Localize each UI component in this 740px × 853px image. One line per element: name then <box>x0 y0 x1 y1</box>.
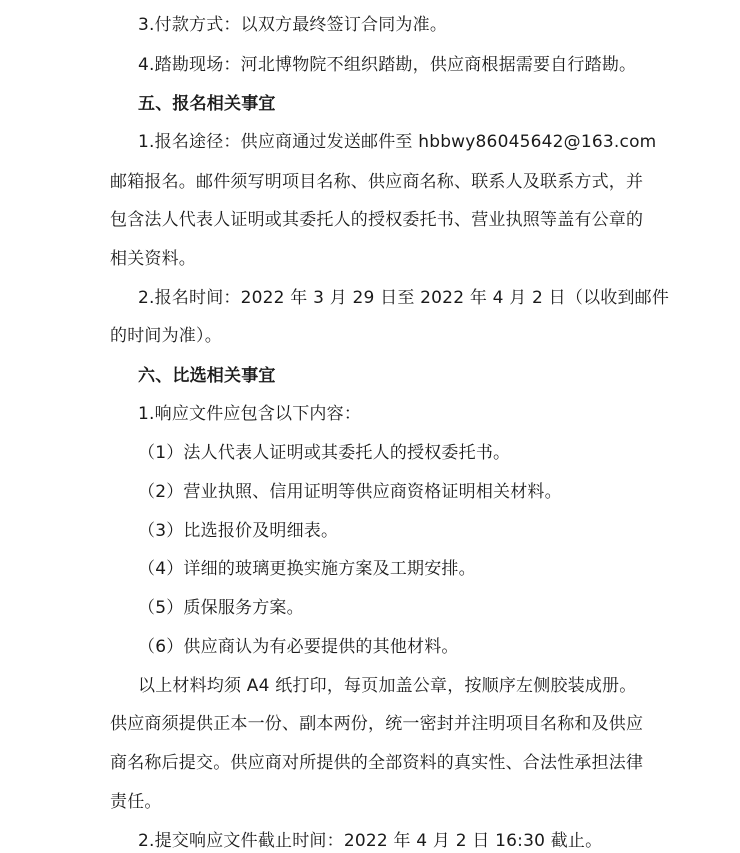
paragraph-submission-deadline: 2.提交响应文件截止时间：2022 年 4 月 2 日 16:30 截止。 <box>138 831 603 851</box>
list-item-4: （4）详细的玻璃更换实施方案及工期安排。 <box>138 559 476 579</box>
paragraph-registration-method: 1.报名途径：供应商通过发送邮件至 hbbwy86045642@163.com <box>138 132 657 152</box>
paragraph-site-survey: 4.踏勘现场：河北博物院不组织踏勘，供应商根据需要自行踏勘。 <box>138 55 637 75</box>
paragraph-registration-time: 2.报名时间：2022 年 3 月 29 日至 2022 年 4 月 2 日（以收到邮件 <box>138 288 670 308</box>
list-item-6: （6）供应商认为有必要提供的其他材料。 <box>138 637 459 657</box>
list-item-2: （2）营业执照、信用证明等供应商资格证明相关材料。 <box>138 482 562 502</box>
paragraph-response-contents: 1.响应文件应包含以下内容： <box>138 404 362 424</box>
paragraph-payment-method: 3.付款方式：以双方最终签订合同为准。 <box>138 15 448 35</box>
paragraph-registration-time-cont: 的时间为准）。 <box>110 326 222 346</box>
paragraph-printing-requirements-cont-1: 供应商须提供正本一份、副本两份，统一密封并注明项目名称和及供应 <box>110 714 644 734</box>
paragraph-printing-requirements: 以上材料均须 A4 纸打印，每页加盖公章，按顺序左侧胶装成册。 <box>138 676 637 696</box>
section-heading-selection: 六、比选相关事宜 <box>138 366 276 386</box>
paragraph-registration-method-cont-3: 相关资料。 <box>110 249 196 269</box>
list-item-3: （3）比选报价及明细表。 <box>138 521 339 541</box>
list-item-5: （5）质保服务方案。 <box>138 598 304 618</box>
paragraph-printing-requirements-cont-3: 责任。 <box>110 792 162 812</box>
list-item-1: （1）法人代表人证明或其委托人的授权委托书。 <box>138 443 511 463</box>
paragraph-printing-requirements-cont-2: 商名称后提交。供应商对所提供的全部资料的真实性、合法性承担法律 <box>110 753 644 773</box>
paragraph-registration-method-cont-2: 包含法人代表人证明或其委托人的授权委托书、营业执照等盖有公章的 <box>110 210 644 230</box>
paragraph-registration-method-cont-1: 邮箱报名。邮件须写明项目名称、供应商名称、联系人及联系方式，并 <box>110 172 644 192</box>
section-heading-registration: 五、报名相关事宜 <box>138 94 276 114</box>
